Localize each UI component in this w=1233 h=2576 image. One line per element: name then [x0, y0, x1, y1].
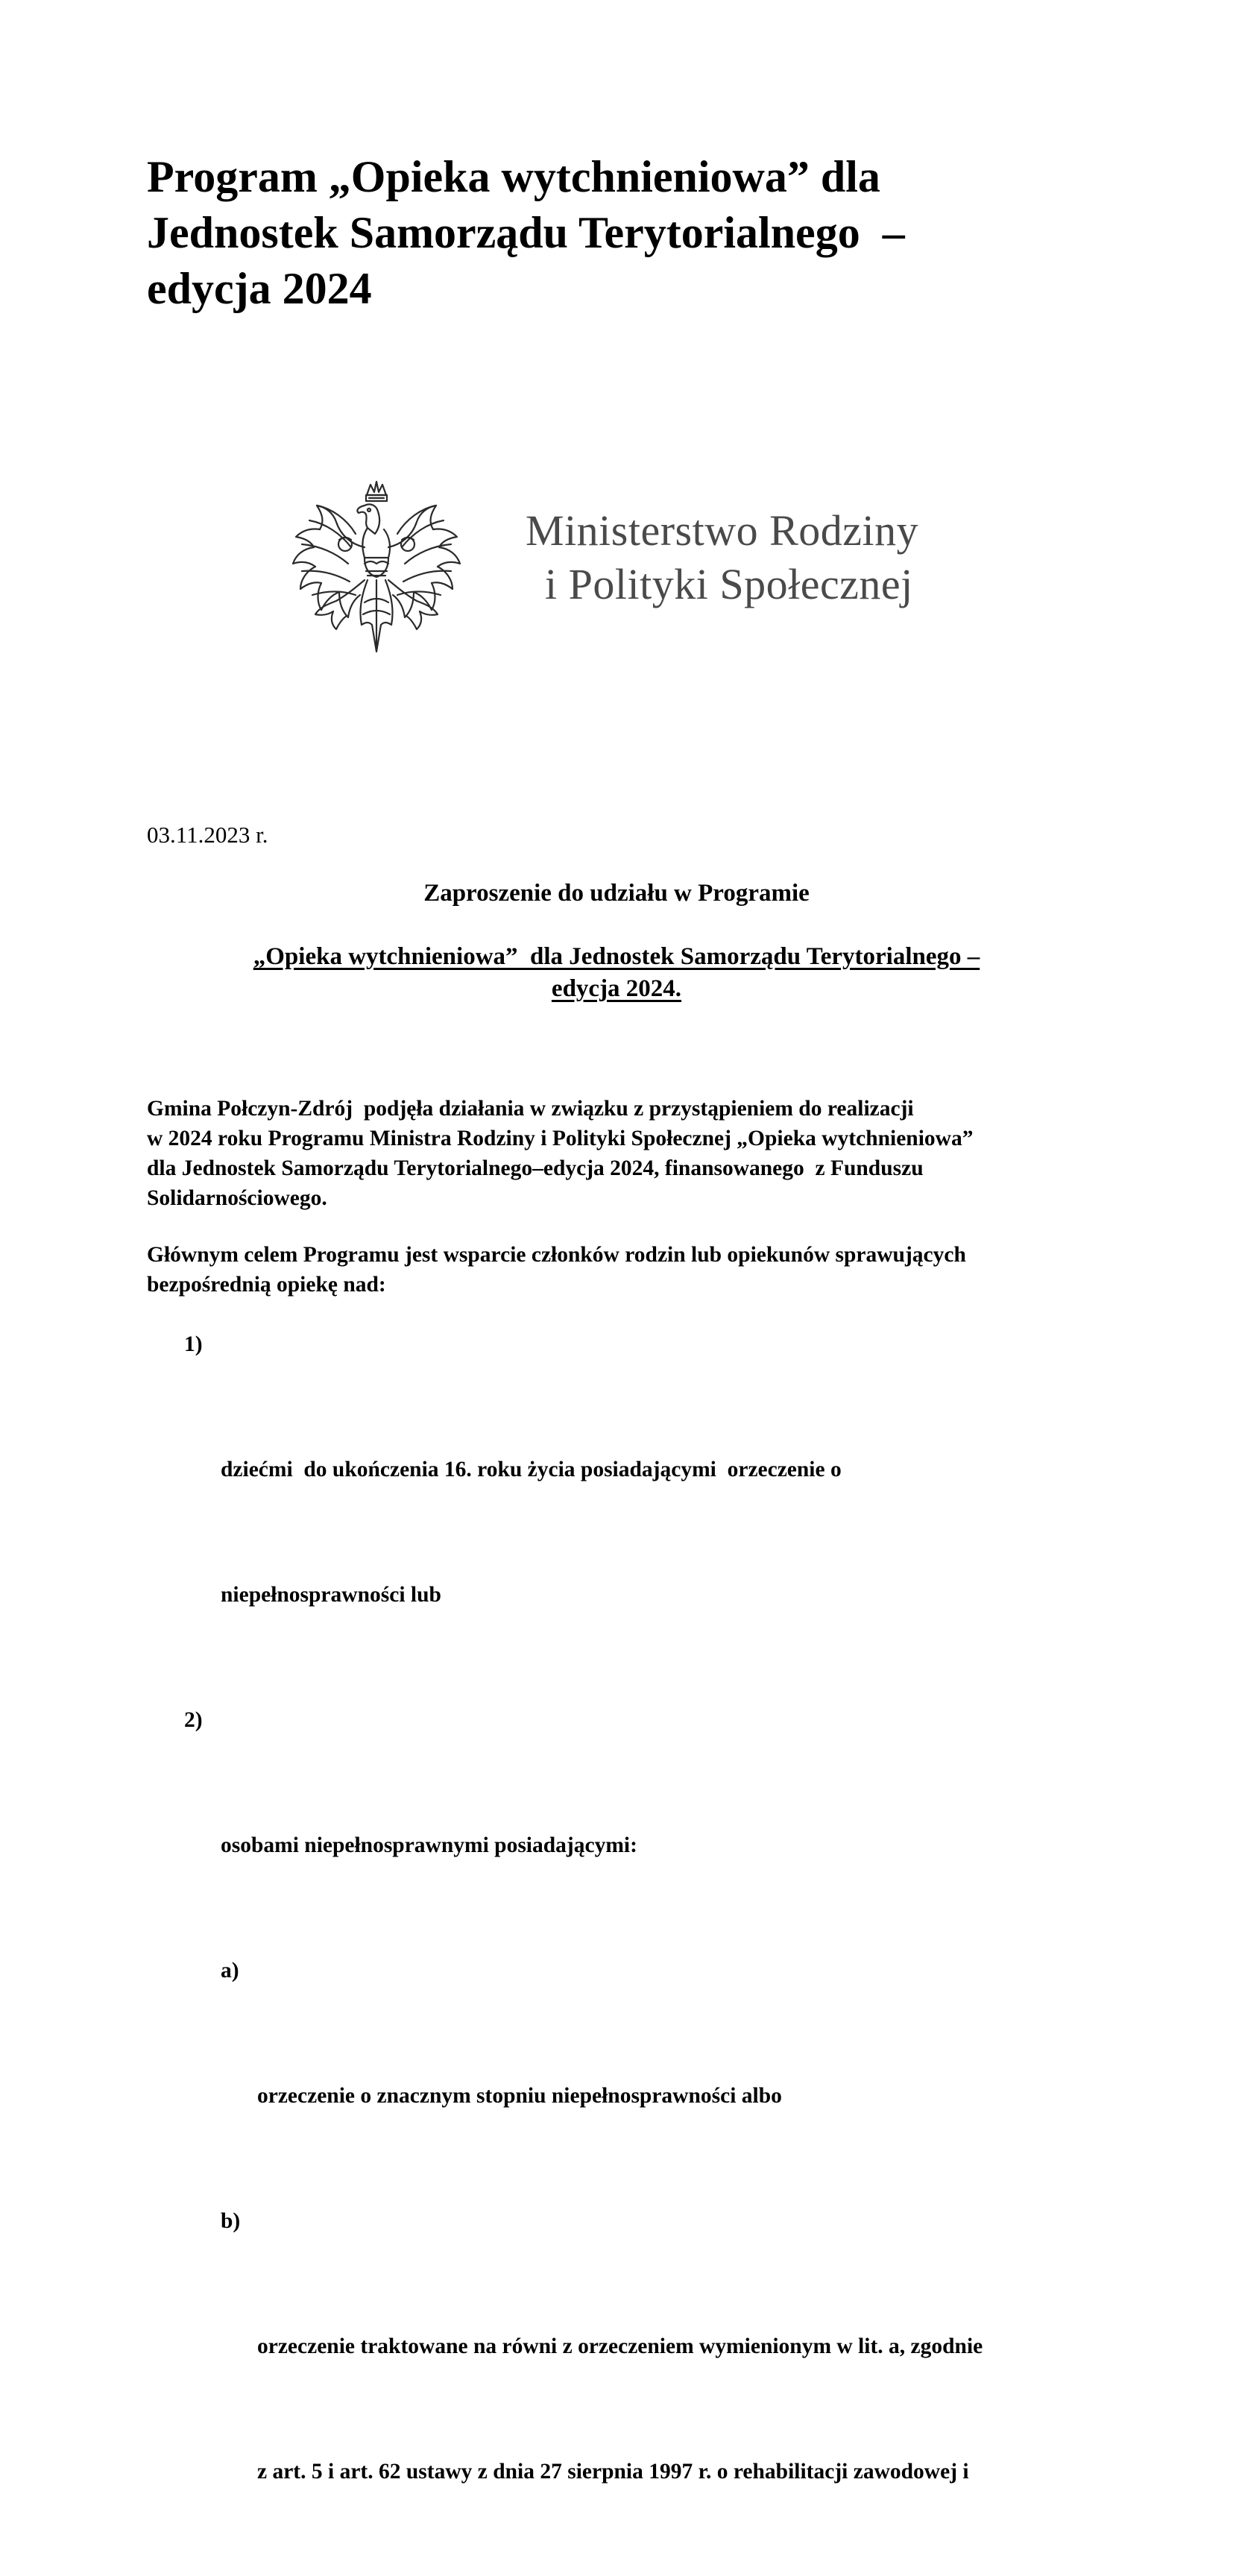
sub-list-item	[147, 2200, 1094, 2576]
list-item-text: dziećmi do ukończenia 16. roku życia posiadającymi orzeczenie o	[221, 1458, 842, 1481]
sub-list-item-text: orzeczenie traktowane na równi z orzeczeniem wymienionym w lit. a, zgodnie	[257, 2334, 983, 2358]
document-title-line: Jednostek Samorządu Terytorialnego –	[147, 208, 905, 257]
list-marker: 1)	[184, 1332, 203, 1356]
list-item	[147, 1699, 1094, 1950]
sub-list-item	[147, 1950, 1094, 2200]
paragraph-line: Głównym celem Programu jest wsparcie członków rodzin lub opiekunów sprawujących	[147, 1243, 966, 1267]
list-marker: 2)	[184, 1708, 203, 1732]
document-title-line: edycja 2024	[147, 264, 372, 313]
document-title-line: Program „Opieka wytchnieniowa” dla	[147, 152, 880, 201]
invitation-subtitle-line: edycja 2024.	[551, 975, 682, 1002]
beneficiary-list	[147, 1323, 1094, 2576]
paragraph-line: bezpośrednią opiekę nad:	[147, 1273, 386, 1297]
sub-list-marker: b)	[221, 2209, 241, 2233]
sub-list-marker: a)	[221, 1959, 239, 1983]
invitation-subtitle-line: „Opieka wytchnieniowa” dla Jednostek Samorządu Terytorialnego –	[253, 943, 980, 970]
document-date: 03.11.2023 r.	[147, 822, 268, 848]
ministry-name-line: Ministerstwo Rodziny	[526, 506, 919, 555]
invitation-subtitle	[147, 941, 1086, 1005]
intro-paragraph	[147, 1094, 1094, 1213]
paragraph-line: Solidarnościowego.	[147, 1186, 327, 1210]
ministry-logo	[283, 476, 999, 662]
ministry-name-line: i Polityki Społecznej	[545, 560, 913, 608]
paragraph-line: dla Jednostek Samorządu Terytorialnego–edycja 2024, finansowanego z Funduszu	[147, 1156, 924, 1180]
ministry-name	[526, 504, 1003, 611]
paragraph-line: Gmina Połczyn-Zdrój podjęła działania w związku z przystąpieniem do realizacji	[147, 1097, 914, 1121]
paragraph-line: w 2024 roku Programu Ministra Rodziny i Polityki Społecznej „Opieka wytchnieniowa”	[147, 1127, 974, 1150]
list-item-text: niepełnosprawności lub	[221, 1583, 441, 1607]
list-item	[147, 1323, 1094, 1699]
sub-list-item-text: z art. 5 i art. 62 ustawy z dnia 27 sierpnia 1997 r. o rehabilitacji zawodowej i	[257, 2460, 969, 2484]
goal-paragraph	[147, 1240, 1094, 1300]
list-item-text: osobami niepełnosprawnymi posiadającymi:	[221, 1833, 637, 1857]
sub-list-item-text: orzeczenie o znacznym stopniu niepełnosprawności albo	[257, 2084, 782, 2108]
invitation-heading: Zaproszenie do udziału w Programie	[423, 880, 810, 907]
document-title	[147, 149, 1086, 317]
polish-eagle-emblem-icon	[287, 476, 466, 658]
